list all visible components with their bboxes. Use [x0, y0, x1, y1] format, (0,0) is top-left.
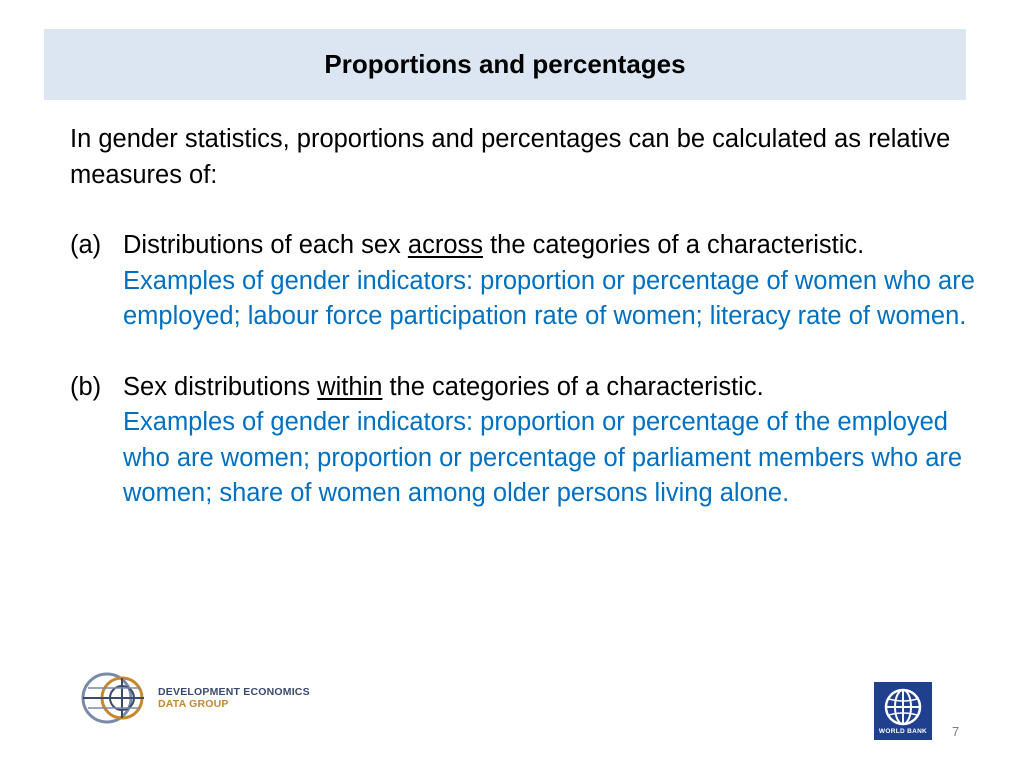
item-text-b-underlined: within — [317, 372, 383, 401]
item-marker-b: (b) — [70, 372, 102, 401]
slide-content — [70, 122, 980, 512]
item-example-a: Examples of gender indicators: proportion or percentage of women who are employed; labour force participation rate of women; literacy rate of women. — [123, 266, 975, 330]
item-text-a-before: Distributions of each sex — [123, 231, 408, 259]
dec-logo-line1: DEVELOPMENT ECONOMICS — [158, 686, 310, 698]
list-item-b — [70, 370, 980, 512]
item-text-b — [123, 370, 980, 406]
world-bank-logo-text: WORLD BANK — [878, 728, 928, 735]
item-body-b — [123, 370, 980, 512]
title-bar — [44, 29, 966, 100]
item-text-b-before: Sex distributions — [123, 372, 318, 401]
slide-title: Proportions and percentages — [324, 49, 686, 79]
intro-text: In gender statistics, proportions and percentages can be calculated as relative measures of: — [70, 125, 951, 189]
item-marker-a: (a) — [70, 231, 102, 259]
dec-logo-text — [158, 686, 310, 710]
item-text-a-underlined: across — [407, 231, 483, 259]
list-item-a — [70, 228, 980, 335]
item-text-b-after: the categories of a characteristic. — [382, 372, 764, 401]
item-text-a — [123, 228, 980, 264]
page-number: 7 — [952, 724, 960, 739]
dec-logo-line2: DATA GROUP — [158, 698, 229, 710]
item-text-a-after: the categories of a characteristic. — [483, 231, 865, 259]
item-example-b: Examples of gender indicators: proportion or percentage of the employed who are women; proportion or percentage of parliament members who are women; share of women among older persons living alone. — [123, 408, 963, 507]
item-body-a — [123, 228, 980, 335]
